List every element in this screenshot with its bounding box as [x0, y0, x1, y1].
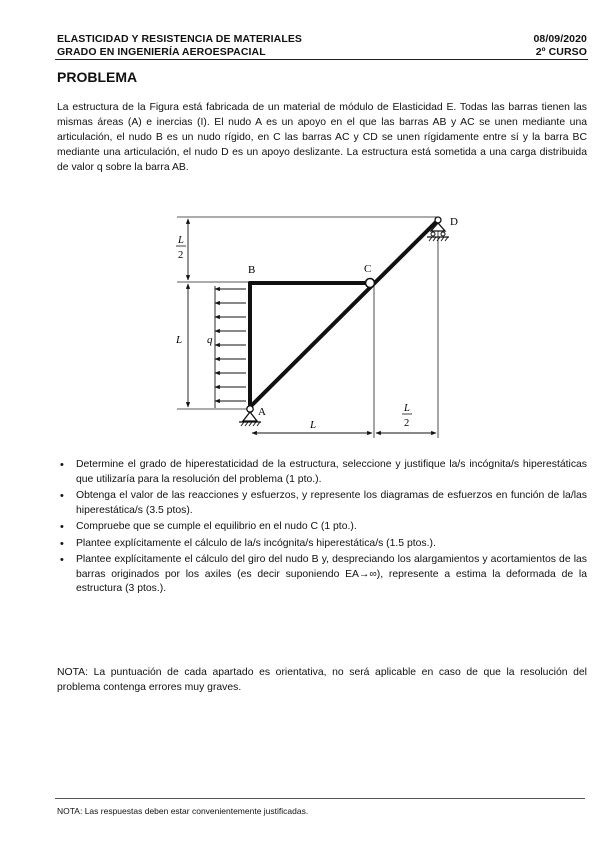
distributed-load-q — [215, 286, 246, 408]
dim-left-l: L — [176, 334, 183, 346]
task-item: • Determine el grado de hiperestaticidad de la estructura, seleccione y justifique la/s incógnita/s hiperestáticas que utilizaría para la resolución del problema (1 pto.). — [57, 458, 587, 487]
footer-note: NOTA: Las respuestas deben estar convenientemente justificadas. — [57, 806, 309, 816]
grading-note: NOTA: La puntuación de cada apartado es orientativa, no será aplicable en caso de que la resolución del problema contenga errores muy graves. — [57, 667, 587, 693]
header-year: 2º CURSO — [535, 46, 587, 58]
dim-bottom-half-den: 2 — [404, 418, 410, 429]
header-course: ELASTICIDAD Y RESISTENCIA DE MATERIALES — [57, 33, 303, 45]
problem-title: PROBLEMA — [57, 69, 138, 85]
task-item: • Plantee explícitamente el cálculo del giro del nudo B y, despreciando los alargamientos y acortamientos de las barras originados por los axiles (es decir suponiendo EA→∞), represente a estima la deformada de la estructura (3 ptos.). — [57, 553, 587, 597]
dim-left-half-num: L — [178, 235, 184, 246]
extension-lines — [177, 217, 438, 438]
dim-left-half-den: 2 — [178, 250, 184, 261]
task-item: • Compruebe que se cumple el equilibrio en el nudo C (1 pto.). — [57, 520, 587, 535]
dim-bottom-l: L — [310, 419, 317, 431]
load-q-label: q — [207, 334, 213, 346]
hinge-c — [366, 279, 375, 288]
label-node-d: D — [450, 216, 458, 228]
bars — [250, 222, 436, 407]
task-list — [57, 458, 587, 599]
footer-rule — [55, 798, 585, 799]
label-node-c: C — [364, 263, 372, 275]
bar-ad — [250, 222, 436, 407]
dim-bottom-half-num: L — [404, 403, 410, 414]
label-node-b: B — [248, 264, 256, 276]
label-node-a: A — [258, 406, 266, 418]
header-date: 08/09/2020 — [533, 33, 587, 45]
task-item: • Obtenga el valor de las reacciones y esfuerzos, y represente los diagramas de esfuerzos en función de la/las hiperestática/s (3.5 ptos). — [57, 489, 587, 518]
problem-statement: La estructura de la Figura está fabricada de un material de módulo de Elasticidad E. Todas las barras tienen las mismas áreas (A) e inercias (I). El nudo A es un apoyo en el que las barras AB y AC se unen mediante una articulación, el nudo B es un nudo rígido, en C las barras AC y CD se unen rígidamente entre sí y la barra BC mediante una articulación, el nudo D es un apoyo deslizante. La estructura está sometida a una carga distribuida de valor q sobre la barra AB. — [57, 102, 587, 173]
header-degree: GRADO EN INGENIERÍA AEROESPACIAL — [57, 46, 266, 58]
task-item: • Plantee explícitamente el cálculo de la/s incógnita/s hiperestática/s (1.5 ptos.). — [57, 537, 587, 552]
